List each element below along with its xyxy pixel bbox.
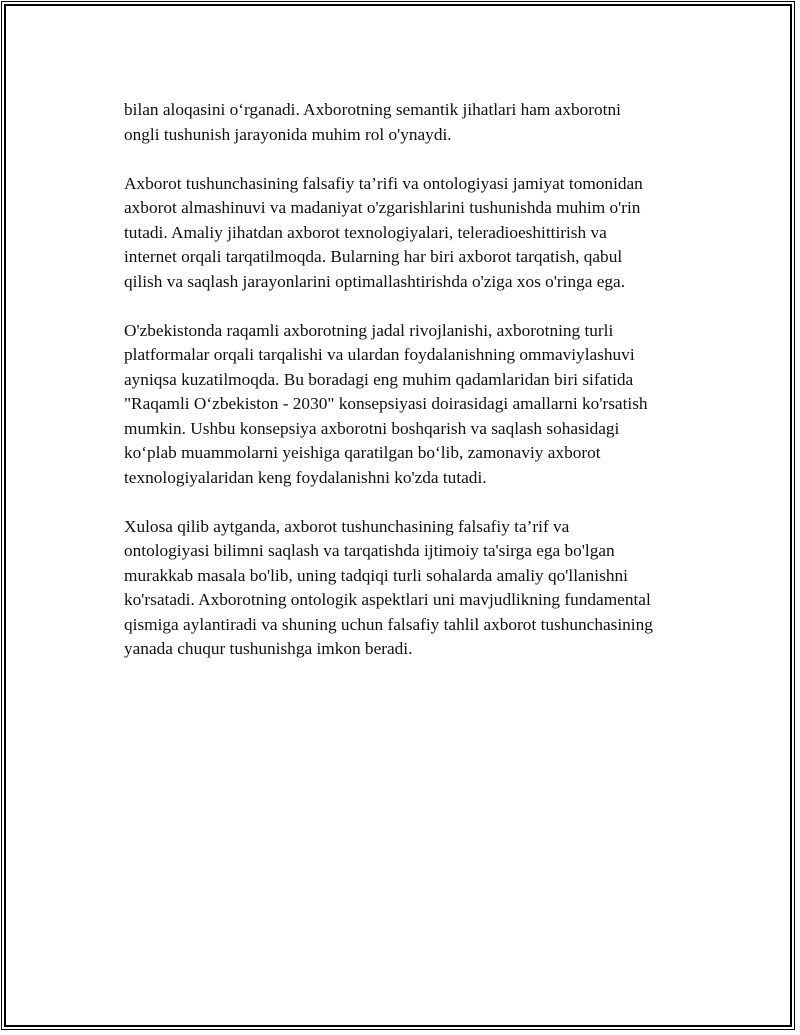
text-line: Axborot tushunchasining falsafiy ta’rifi va ontologiyasi jamiyat tomonidan xyxy=(124,173,643,193)
paragraph xyxy=(124,515,694,662)
text-line: texnologiyalaridan keng foydalanishni ko'zda tutadi. xyxy=(124,467,487,487)
text-line: qismiga aylantiradi va shuning uchun falsafiy tahlil axborot tushunchasining xyxy=(124,614,653,634)
text-line: qilish va saqlash jarayonlarini optimallashtirishda o'ziga xos o'ringa ega. xyxy=(124,271,626,291)
text-line: internet orqali tarqatilmoqda. Bularning har biri axborot tarqatish, qabul xyxy=(124,247,623,266)
paragraph xyxy=(124,319,694,491)
text-line: platformalar orqali tarqalishi va ulardan foydalanishning ommaviylashuvi xyxy=(124,345,635,364)
text-line: bilan aloqasini o‘rganadi. Axborotning semantik jihatlari ham axborotni xyxy=(124,100,621,119)
text-line: ongli tushunish jarayonida muhim rol o'ynaydi. xyxy=(124,124,452,144)
text-line: ko‘plab muammolarni yeishiga qaratilgan bo‘lib, zamonaviy axborot xyxy=(124,443,601,462)
text-line: tutadi. Amaliy jihatdan axborot texnologiyalari, teleradioeshittirish va xyxy=(124,222,607,242)
text-line: mumkin. Ushbu konsepsiya axborotni boshqarish va saqlash sohasidagi xyxy=(124,418,620,438)
text-line: murakkab masala bo'lib, uning tadqiqi turli sohalarda amaliy qo'llanishni xyxy=(124,565,628,585)
page-frame xyxy=(4,4,792,1027)
paragraph xyxy=(124,98,694,147)
text-line: axborot almashinuvi va madaniyat o'zgarishlarini tushunishda muhim o'rin xyxy=(124,198,641,217)
text-line: yanada chuqur tushunishga imkon beradi. xyxy=(124,639,413,658)
text-line: ko'rsatadi. Axborotning ontologik aspektlari uni mavjudlikning fundamental xyxy=(124,590,651,609)
text-line: O'zbekistonda raqamli axborotning jadal rivojlanishi, axborotning turli xyxy=(124,320,614,340)
text-line: Xulosa qilib aytganda, axborot tushunchasining falsafiy ta’rif va xyxy=(124,516,570,536)
paragraph xyxy=(124,172,694,295)
text-line: "Raqamli O‘zbekiston - 2030" konsepsiyasi doirasidagi amallarni ko'rsatish xyxy=(124,394,648,413)
text-line: ontologiyasi bilimni saqlash va tarqatishda ijtimoiy ta'sirga ega bo'lgan xyxy=(124,541,615,560)
document-body xyxy=(124,98,694,686)
text-line: ayniqsa kuzatilmoqda. Bu boradagi eng muhim qadamlaridan biri sifatida xyxy=(124,369,634,389)
